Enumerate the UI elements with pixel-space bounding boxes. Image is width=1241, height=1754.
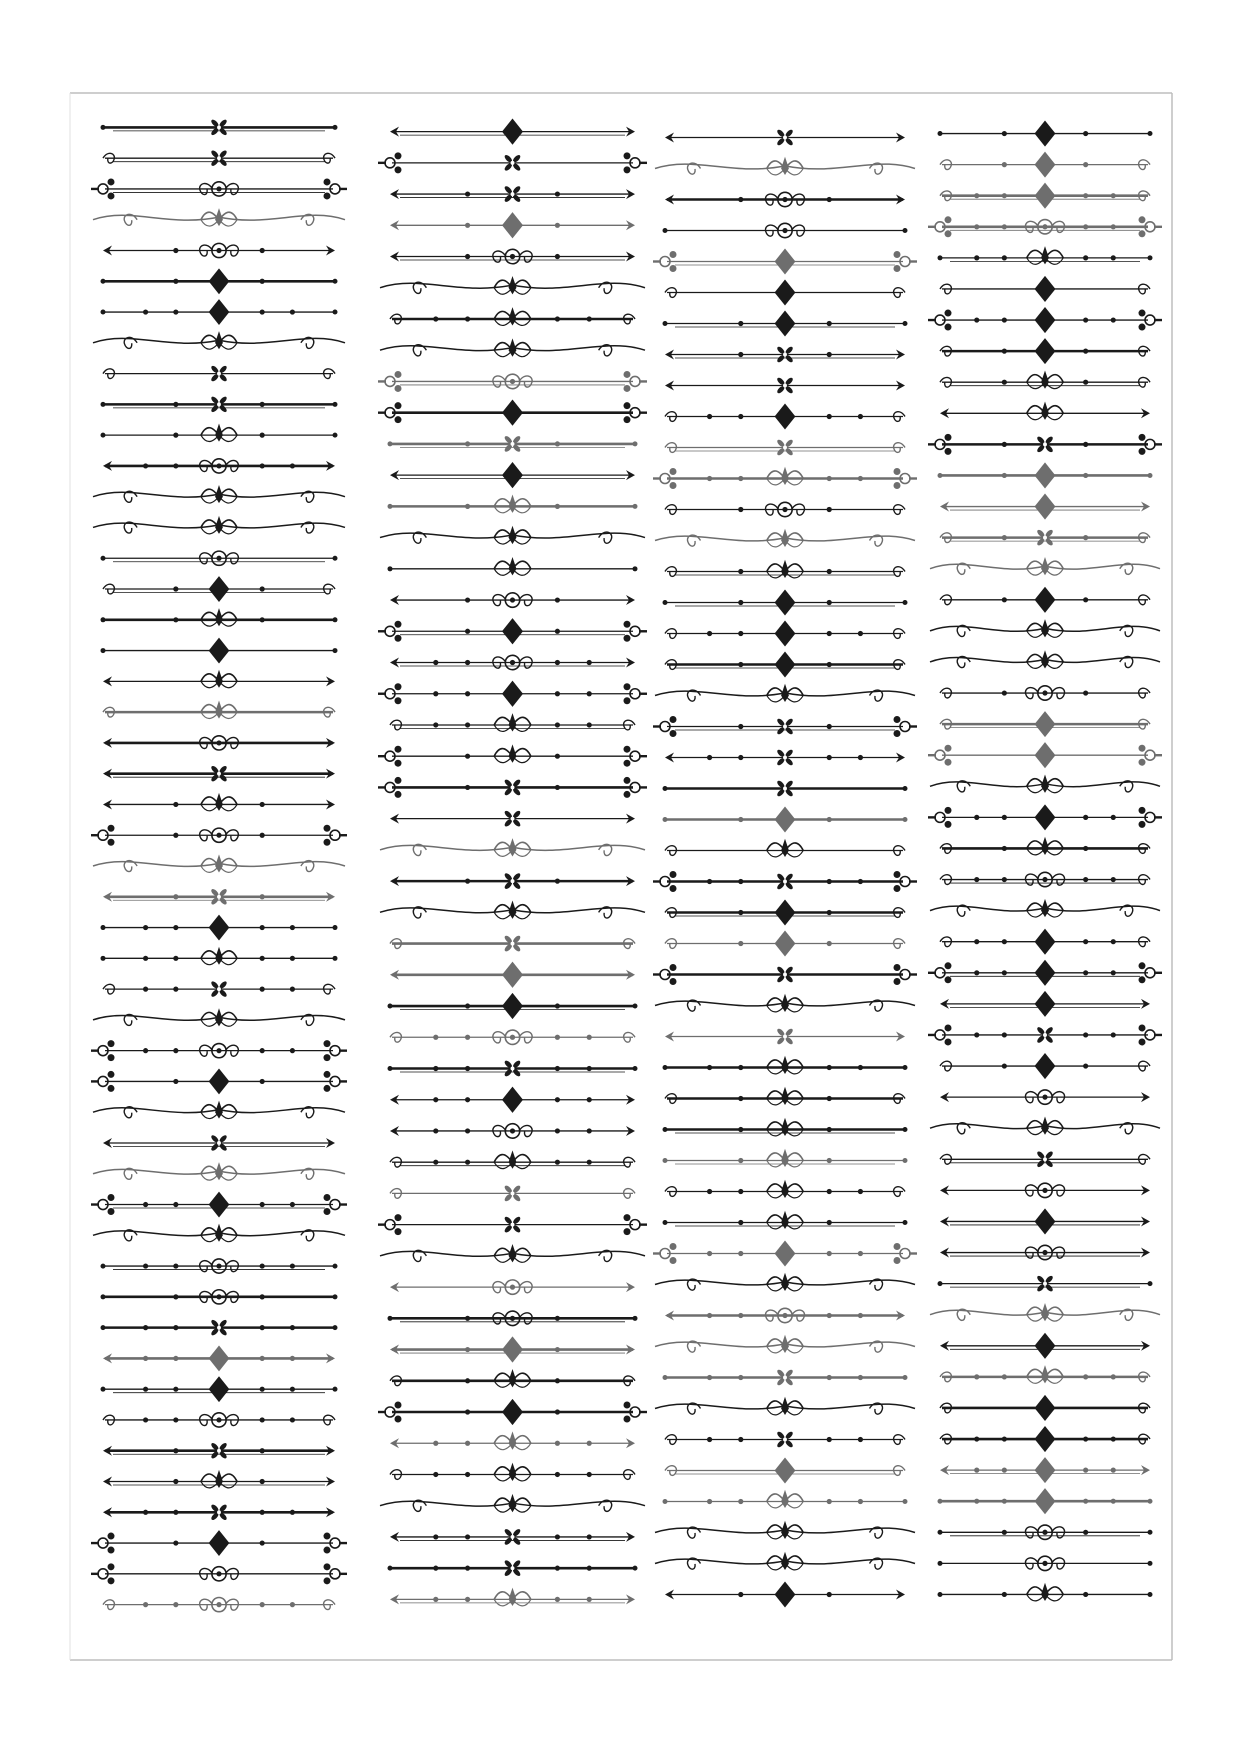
flourish-divider-icon	[390, 462, 635, 488]
flourish-divider-icon	[91, 825, 347, 846]
flourish-divider-icon	[940, 183, 1150, 209]
flourish-divider-icon	[390, 1150, 635, 1168]
flourish-divider-icon	[940, 711, 1150, 737]
flourish-divider-icon	[938, 120, 1153, 146]
flourish-divider-icon	[103, 576, 335, 602]
flourish-divider-icon	[665, 502, 905, 516]
flourish-divider-icon	[938, 1525, 1153, 1539]
flourish-divider-icon	[928, 804, 1162, 830]
flourish-divider-icon	[91, 1563, 347, 1584]
flourish-divider-icon	[665, 192, 905, 206]
flourish-divider-icon	[91, 1192, 347, 1218]
flourish-divider-icon	[653, 467, 917, 489]
flourish-divider-icon	[91, 1040, 347, 1061]
flourish-divider-icon	[380, 901, 645, 919]
flourish-divider-icon	[930, 650, 1160, 668]
flourish-divider-icon	[390, 962, 635, 988]
flourish-divider-icon	[940, 493, 1150, 519]
flourish-divider-icon	[930, 557, 1160, 575]
flourish-divider-icon	[665, 1308, 905, 1322]
flourish-divider-icon	[93, 1008, 345, 1026]
flourish-divider-icon	[378, 1399, 647, 1425]
flourish-divider-icon	[103, 765, 335, 783]
flourish-divider-icon	[103, 700, 335, 718]
flourish-divider-icon	[940, 587, 1150, 613]
flourish-divider-icon	[655, 1552, 915, 1570]
flourish-divider-icon	[380, 1244, 645, 1262]
flourish-divider-icon	[390, 810, 635, 828]
flourish-divider-icon	[390, 593, 635, 607]
flourish-divider-icon	[101, 299, 338, 325]
flourish-divider-icon	[101, 638, 338, 664]
flourish-divider-icon	[380, 526, 645, 544]
flourish-divider-icon	[388, 435, 638, 453]
flourish-divider-icon	[101, 608, 338, 626]
flourish-divider-icon	[663, 223, 908, 237]
flourish-divider-icon	[103, 980, 335, 998]
flourish-divider-icon	[380, 1494, 645, 1512]
flourish-divider-icon	[663, 589, 908, 615]
flourish-divider-icon	[653, 964, 917, 985]
flourish-divider-icon	[101, 268, 338, 294]
flourish-divider-icon	[101, 424, 338, 442]
flourish-divider-icon	[663, 779, 908, 797]
flourish-divider-icon	[665, 930, 905, 956]
column-1	[91, 118, 347, 1611]
flourish-divider-icon	[665, 345, 905, 363]
flourish-divider-icon	[390, 1463, 635, 1481]
flourish-divider-icon	[93, 854, 345, 872]
flourish-divider-icon	[940, 1457, 1150, 1483]
flourish-divider-icon	[940, 837, 1150, 855]
flourish-divider-icon	[663, 1149, 908, 1167]
flourish-divider-icon	[940, 686, 1150, 700]
flourish-divider-icon	[93, 1224, 345, 1242]
flourish-divider-icon	[663, 1056, 908, 1074]
flourish-divider-icon	[101, 915, 338, 941]
flourish-divider-icon	[928, 960, 1162, 986]
flourish-divider-icon	[390, 1336, 635, 1362]
flourish-divider-icon	[940, 1245, 1150, 1259]
flourish-divider-icon	[380, 338, 645, 356]
flourish-divider-icon	[938, 1275, 1153, 1293]
flourish-divider-icon	[663, 1118, 908, 1136]
flourish-divider-icon	[378, 400, 647, 426]
flourish-divider-icon	[390, 185, 635, 203]
flourish-divider-icon	[938, 1583, 1153, 1601]
flourish-divider-icon	[665, 1457, 905, 1483]
flourish-divider-icon	[928, 307, 1162, 333]
flourish-divider-icon	[665, 1180, 905, 1198]
flourish-divider-icon	[103, 149, 335, 167]
flourish-divider-icon	[380, 276, 645, 294]
flourish-divider-icon	[940, 402, 1150, 420]
flourish-divider-icon	[938, 246, 1153, 264]
flourish-divider-icon	[390, 1030, 635, 1044]
flourish-divider-icon	[930, 1116, 1160, 1134]
flourish-divider-icon	[103, 736, 335, 750]
flourish-divider-icon	[928, 434, 1162, 455]
flourish-divider-icon	[665, 376, 905, 394]
flourish-divider-icon	[653, 248, 917, 274]
flourish-divider-icon	[103, 1345, 335, 1371]
ornament-rows	[91, 118, 1162, 1611]
flourish-divider-icon	[928, 742, 1162, 768]
flourish-divider-icon	[665, 748, 905, 766]
flourish-divider-icon	[655, 994, 915, 1012]
flourish-divider-icon	[101, 1376, 338, 1402]
flourish-divider-icon	[103, 365, 335, 383]
flourish-divider-icon	[103, 459, 335, 473]
flourish-divider-icon	[940, 338, 1150, 364]
flourish-divider-icon	[390, 1184, 635, 1202]
flourish-divider-icon	[663, 1368, 908, 1386]
flourish-divider-icon	[663, 806, 908, 832]
flourish-divider-icon	[103, 1442, 335, 1460]
flourish-divider-icon	[390, 1369, 635, 1387]
flourish-divider-icon	[938, 462, 1153, 488]
column-3	[653, 128, 917, 1607]
flourish-divider-icon	[665, 128, 905, 146]
flourish-divider-icon	[665, 839, 905, 857]
flourish-divider-icon	[101, 551, 338, 565]
flourish-divider-icon	[388, 1311, 638, 1325]
flourish-divider-icon	[663, 310, 908, 336]
flourish-divider-icon	[665, 620, 905, 646]
flourish-divider-icon	[940, 1208, 1150, 1234]
flourish-divider-icon	[390, 212, 635, 238]
flourish-divider-icon	[655, 1397, 915, 1415]
flourish-divider-icon	[378, 1214, 647, 1235]
flourish-divider-icon	[390, 307, 635, 325]
flourish-divider-icon	[653, 871, 917, 892]
flourish-divider-icon	[103, 793, 335, 811]
flourish-divider-icon	[390, 1431, 635, 1449]
flourish-divider-icon	[940, 1426, 1150, 1452]
flourish-divider-icon	[938, 1488, 1153, 1514]
flourish-divider-icon	[930, 619, 1160, 637]
flourish-divider-icon	[655, 1335, 915, 1353]
flourish-divider-icon	[665, 1581, 905, 1607]
flourish-divider-icon	[940, 276, 1150, 302]
flourish-divider-icon	[378, 681, 647, 707]
flourish-divider-icon	[930, 1303, 1160, 1321]
flourish-divider-icon	[390, 1087, 635, 1113]
flourish-divider-icon	[940, 1333, 1150, 1359]
flourish-divider-icon	[380, 838, 645, 856]
flourish-divider-icon	[653, 1240, 917, 1266]
flourish-divider-icon	[655, 157, 915, 175]
flourish-divider-icon	[103, 1598, 335, 1612]
flourish-divider-icon	[940, 1395, 1150, 1421]
flourish-divider-icon	[928, 1024, 1162, 1045]
flourish-divider-icon	[101, 1259, 338, 1273]
flourish-divider-icon	[103, 1413, 335, 1427]
flourish-divider-icon	[378, 777, 647, 798]
flourish-divider-icon	[940, 1053, 1150, 1079]
flourish-divider-icon	[940, 152, 1150, 178]
flourish-divider-icon	[378, 371, 647, 392]
flourish-divider-icon	[940, 1365, 1150, 1383]
flourish-divider-icon	[91, 1530, 347, 1556]
flourish-divider-icon	[390, 1124, 635, 1138]
flourish-divider-icon	[930, 899, 1160, 917]
flourish-divider-icon	[93, 485, 345, 503]
flourish-divider-icon	[940, 370, 1150, 388]
flourish-divider-icon	[940, 1090, 1150, 1104]
flourish-divider-icon	[101, 1290, 338, 1304]
flourish-divider-icon	[388, 557, 638, 575]
flourish-divider-icon	[390, 713, 635, 731]
flourish-divider-icon	[665, 1087, 905, 1105]
flourish-divider-icon	[665, 1430, 905, 1448]
flourish-divider-icon	[665, 651, 905, 677]
column-4	[928, 120, 1162, 1600]
flourish-divider-icon	[665, 899, 905, 925]
flourish-divider-icon	[940, 872, 1150, 886]
flourish-divider-icon	[93, 1101, 345, 1119]
flourish-divider-icon	[663, 1211, 908, 1229]
flourish-divider-icon	[940, 991, 1150, 1017]
flourish-divider-icon	[101, 1319, 338, 1337]
flourish-divider-icon	[940, 1183, 1150, 1197]
flourish-divider-icon	[940, 529, 1150, 547]
flourish-divider-icon	[103, 888, 335, 906]
flourish-divider-icon	[103, 1470, 335, 1488]
flourish-divider-icon	[665, 279, 905, 305]
flourish-divider-icon	[103, 1503, 335, 1521]
flourish-divider-icon	[388, 495, 638, 513]
flourish-divider-icon	[378, 618, 647, 644]
flourish-divider-icon	[665, 403, 905, 429]
flourish-divider-icon	[655, 529, 915, 547]
flourish-divider-icon	[940, 1150, 1150, 1168]
flourish-divider-icon	[930, 775, 1160, 793]
flourish-divider-icon	[103, 243, 335, 257]
flourish-divider-icon	[655, 684, 915, 702]
flourish-divider-icon	[388, 1559, 638, 1577]
flourish-divider-icon	[655, 1521, 915, 1539]
column-2	[378, 118, 647, 1605]
flourish-divider-icon	[388, 1059, 638, 1077]
flourish-divider-icon	[940, 929, 1150, 955]
flourish-divider-icon	[101, 395, 338, 413]
flourish-divider-icon	[390, 872, 635, 890]
flourish-divider-icon	[93, 1162, 345, 1180]
flourish-divider-icon	[390, 1280, 635, 1294]
flourish-divider-icon	[101, 118, 338, 136]
flourish-divider-icon	[665, 560, 905, 578]
flourish-divider-icon	[93, 331, 345, 349]
flourish-divider-icon	[91, 178, 347, 199]
flourish-divider-icon	[93, 208, 345, 226]
flourish-divider-icon	[103, 1134, 335, 1152]
flourish-divider-icon	[390, 655, 635, 669]
flourish-divider-icon	[665, 438, 905, 456]
flourish-divider-icon	[101, 947, 338, 965]
flourish-divider-icon	[378, 744, 647, 766]
flourish-divider-icon	[378, 152, 647, 173]
flourish-divider-icon	[91, 1069, 347, 1095]
flourish-divider-icon	[928, 216, 1162, 237]
flourish-divider-icon	[93, 516, 345, 534]
flourish-divider-icon	[390, 1528, 635, 1546]
flourish-divider-icon	[388, 993, 638, 1019]
flourish-divider-icon	[938, 1556, 1153, 1570]
flourish-divider-icon	[665, 1027, 905, 1045]
flourish-divider-icon	[653, 716, 917, 737]
flourish-divider-icon	[390, 249, 635, 263]
flourish-divider-icon	[655, 1273, 915, 1291]
flourish-divider-icon	[390, 118, 635, 144]
flourish-divider-icon	[390, 1588, 635, 1606]
flourish-divider-icon	[663, 1490, 908, 1508]
flourish-divider-icon	[390, 934, 635, 952]
flourish-divider-icon	[103, 670, 335, 688]
